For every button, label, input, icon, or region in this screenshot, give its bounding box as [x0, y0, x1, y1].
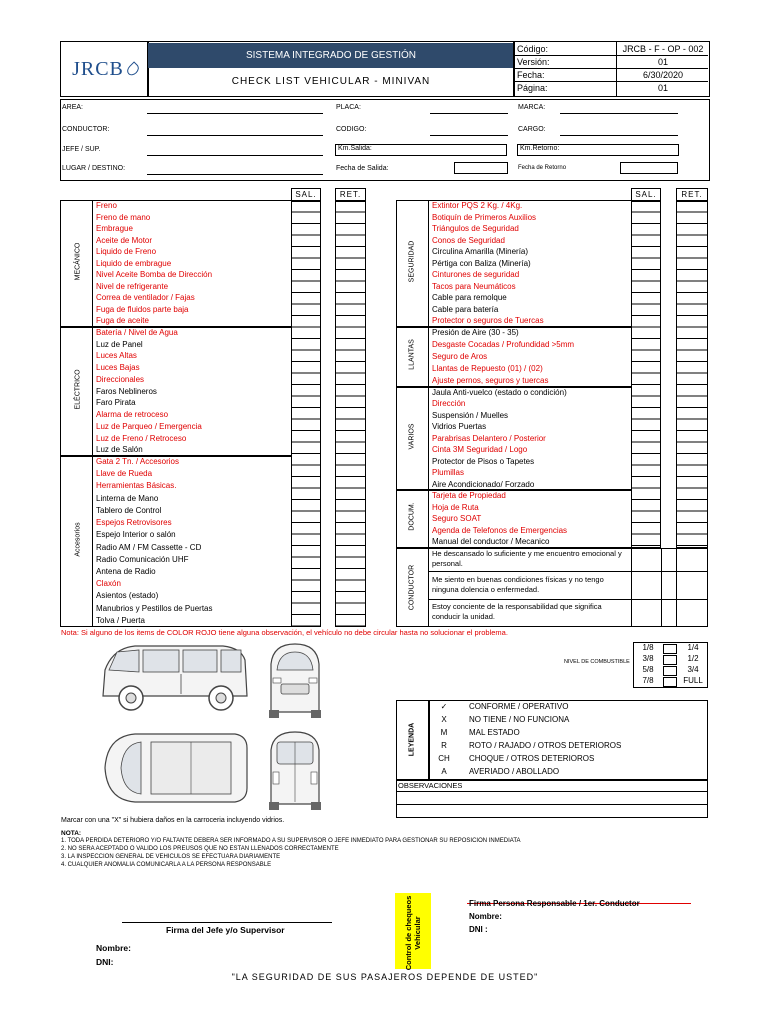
dni2-label: DNI :: [469, 925, 488, 934]
divider: [661, 548, 662, 627]
legend-description: CONFORME / OPERATIVO: [469, 702, 569, 711]
legend-description: MAL ESTADO: [469, 728, 520, 737]
checklist-item: Luz de Freno / Retroceso: [96, 433, 187, 443]
fuel-level-left: 5/8: [642, 665, 654, 674]
conductor-label: CONDUCTOR:: [62, 126, 110, 133]
van-front-view: [265, 640, 325, 720]
checklist-item: Fuga de fluidos parte baja: [96, 304, 189, 314]
placa-field[interactable]: [430, 113, 508, 114]
checklist-item: Radio Comunicación UHF: [96, 554, 189, 564]
checklist-item: Asientos (estado): [96, 591, 159, 601]
checklist-item: Luz de Salón: [96, 445, 143, 455]
checklist-item: Luces Altas: [96, 351, 137, 361]
checklist-item: Presión de Aire (30 - 35): [432, 328, 519, 337]
conductor-field[interactable]: [147, 135, 323, 136]
codigo-label: CODIGO:: [336, 126, 367, 133]
col-sal-left: SAL.: [291, 188, 321, 202]
checklist-item: Nivel Aceite Bomba de Dirección: [96, 270, 213, 280]
responsable-signature-label: Firma Persona Responsable / 1er. Conductor: [469, 899, 640, 908]
area-label: AREA:: [62, 104, 84, 111]
checklist-item: Liquido de Freno: [96, 247, 157, 257]
checklist-item: Extintor PQS 2 Kg. / 4Kg.: [432, 201, 523, 210]
checklist-item: Dirección: [432, 399, 466, 409]
checklist-item: Seguro SOAT: [432, 514, 482, 524]
checklist-item: Embrague: [96, 224, 133, 234]
label-varios: VARIOS: [408, 423, 416, 450]
km-salida-field[interactable]: [335, 144, 507, 156]
legend-code: A: [441, 767, 447, 776]
legend-code: M: [440, 728, 448, 737]
checklist-item: Liquido de embrague: [96, 258, 172, 268]
checklist-item: Llave de Rueda: [96, 469, 153, 479]
checklist-item: Antena de Radio: [96, 566, 156, 576]
checklist-item: Llantas de Repuesto (01) / (02): [432, 364, 543, 373]
fecha-salida-label: Fecha de Salida:: [336, 165, 389, 172]
label-docum: DOCUM.: [408, 502, 416, 531]
checklist-item: Gata 2 Tn. / Accesorios: [96, 457, 180, 466]
fecha-retorno-field[interactable]: [620, 162, 678, 174]
checklist-item: Freno de mano: [96, 212, 151, 222]
checklist-item: Tablero de Control: [96, 505, 162, 515]
label-seguridad: SEGURIDAD: [408, 240, 416, 283]
checklist-item: Parabrisas Delantero / Posterior: [432, 433, 546, 443]
red-items-note: Nota: Si alguno de los items de COLOR ROJO tiene alguna observación, el vehículo no debe circular hasta no solucionar el problema.: [61, 628, 508, 637]
checklist-item: Herramientas Básicas.: [96, 481, 177, 491]
supervisor-signature-line[interactable]: [122, 922, 332, 923]
checklist-item: Cable para batería: [432, 304, 499, 314]
cargo-label: CARGO:: [518, 126, 546, 133]
checklist-item: Jaula Anti-vuelco (estado o condición): [432, 388, 567, 397]
note-line-1: 1. TODA PERDIDA DETERIORO Y/O FALTANTE DEBERA SER INFORMADO A SU SUPERVISOR O JEFE INMEDIATO PARA GESTIONAR SU REPOSICION INMEDIATA: [61, 838, 521, 844]
nombre-label: Nombre:: [96, 943, 131, 953]
form-title: CHECK LIST VEHICULAR - MINIVAN: [231, 76, 431, 87]
van-side-view: [95, 640, 255, 720]
checklist-item: Claxón: [96, 579, 121, 589]
legend-description: CHOQUE / OTROS DETERIOROS: [469, 754, 595, 763]
checklist-item: Seguro de Aros: [432, 352, 488, 361]
fuel-label: NIVEL DE COMBUSTIBLE: [564, 659, 630, 665]
checklist-item: Circulina Amarilla (Minería): [432, 247, 529, 257]
checklist-item: Faro Pirata: [96, 398, 136, 408]
col-ret-left: RET.: [335, 188, 366, 202]
system-title: SISTEMA INTEGRADO DE GESTIÓN: [148, 43, 514, 68]
fuel-level-left: 7/8: [642, 676, 654, 685]
label-accesorios: Accesorios: [74, 522, 82, 557]
legend-code: CH: [438, 754, 450, 763]
fecha-retorno-label: Fecha de Retorno: [518, 165, 567, 171]
damage-note: Marcar con una "X" si hubiera daños en la carroceria incluyendo vidrios.: [61, 817, 285, 824]
fuel-checkbox[interactable]: [663, 677, 677, 687]
label-electrico: ELÉCTRICO: [74, 369, 82, 410]
km-retorno-field[interactable]: [517, 144, 679, 156]
checklist-item: Hoja de Ruta: [432, 502, 479, 512]
checklist-item: Manubrios y Pestillos de Puertas: [96, 603, 213, 613]
checklist-item: Direccionales: [96, 374, 145, 384]
marca-field[interactable]: [560, 113, 678, 114]
note-line-2: 2. NO SERA ACEPTADO O VALIDO LOS PREUSOS QUE NO ESTAN LLENADOS CORRECTAMENTE: [61, 846, 339, 852]
checklist-item: Linterna de Mano: [96, 493, 159, 503]
divider: [631, 599, 708, 600]
dni-label: DNI:: [96, 957, 114, 967]
checklist-item: Plumillas: [432, 468, 465, 478]
legend-description: NO TIENE / NO FUNCIONA: [469, 715, 570, 724]
note-line-3: 3. LA INSPECCION GENERAL DE VEHICULOS SE EFECTUARA DIARIAMENTE: [61, 854, 281, 860]
meta-pagina: Página: 01: [517, 83, 668, 93]
logo-text: JRCB: [72, 57, 124, 80]
col-sal-right: SAL.: [631, 188, 661, 202]
ret-grid-left[interactable]: [335, 200, 366, 627]
fuel-checkbox[interactable]: [663, 666, 677, 676]
control-stamp-label: Control de chequeos Vehicular: [404, 895, 422, 971]
col-ret-right: RET.: [676, 188, 708, 202]
label-llantas: LLANTAS: [408, 339, 416, 370]
checklist-item: Cinta 3M Seguridad / Logo: [432, 445, 528, 455]
cargo-field[interactable]: [560, 135, 678, 136]
fecha-salida-field[interactable]: [454, 162, 508, 174]
checklist-item: Luz de Panel: [96, 339, 143, 349]
checklist-item: Espejos Retrovisores: [96, 518, 172, 528]
divider: [631, 548, 632, 627]
note-line-4: 4. CUALQUIER ANOMALIA COMUNICARLA A LA PERSONA RESPONSABLE: [61, 862, 272, 868]
company-logo: [62, 43, 148, 95]
fuel-level-right: FULL: [683, 676, 703, 685]
checklist-item: Tolva / Puerta: [96, 615, 145, 625]
legend-code: X: [441, 715, 447, 724]
checklist-item: Agenda de Telefonos de Emergencias: [432, 525, 568, 535]
checklist-item: Radio AM / FM Cassette - CD: [96, 542, 202, 552]
notes-title: NOTA:: [61, 830, 82, 837]
fuel-level-right: 3/4: [687, 665, 699, 674]
drop-icon: [125, 61, 141, 77]
checklist-item: Cable para remolque: [432, 293, 507, 303]
sal-grid-right[interactable]: [631, 200, 661, 548]
checklist-item: Tacos para Neumáticos: [432, 281, 516, 291]
fuel-checkbox[interactable]: [663, 655, 677, 665]
divider: [396, 804, 708, 805]
checklist-item: Freno: [96, 201, 117, 210]
divider: [631, 571, 708, 572]
fuel-level-left: 1/8: [642, 643, 654, 652]
sal-grid-left[interactable]: [291, 200, 321, 627]
supervisor-signature-label: Firma del Jefe y/o Supervisor: [166, 925, 285, 935]
legend-code: R: [441, 741, 447, 750]
legend-code: ✓: [440, 702, 448, 711]
checklist-item: Manual del conductor / Mecanico: [432, 537, 550, 547]
km-salida-label: Km.Salida:: [338, 145, 372, 152]
checklist-item: Cinturones de seguridad: [432, 270, 520, 280]
checklist-item: Vidrios Puertas: [432, 422, 487, 432]
checklist-item: Luces Bajas: [96, 363, 140, 373]
checklist-item: Fuga de aceite: [96, 316, 149, 326]
checklist-item: Correa de ventilador / Fajas: [96, 293, 195, 303]
label-conductor: CONDUCTOR: [408, 564, 416, 611]
van-rear-view: [265, 728, 325, 813]
checklist-item: Protector o seguros de Tuercas: [432, 316, 544, 326]
fuel-level-right: 1/2: [687, 654, 699, 663]
checklist-item: Pértiga con Baliza (Minería): [432, 258, 531, 268]
lugar-field[interactable]: [147, 174, 323, 175]
divider: [428, 200, 429, 627]
divider: [428, 700, 430, 780]
checklist-item: Aire Acondicionado/ Forzado: [432, 479, 535, 489]
fuel-level-left: 3/8: [642, 654, 654, 663]
checklist-item: Espejo Interior o salón: [96, 530, 176, 540]
checklist-item: Faros Neblineros: [96, 386, 157, 396]
fuel-checkbox[interactable]: [663, 644, 677, 654]
legend-description: AVERIADO / ABOLLADO: [469, 767, 560, 776]
divider: [676, 548, 677, 627]
checklist-item: Nivel de refrigerante: [96, 281, 169, 291]
jefe-label: JEFE / SUP.: [62, 146, 101, 153]
checklist-item: Aceite de Motor: [96, 235, 153, 245]
van-top-view: [95, 728, 255, 808]
divider: [429, 599, 631, 600]
checklist-item: Conos de Seguridad: [432, 235, 505, 245]
marca-label: MARCA:: [518, 104, 546, 111]
area-field[interactable]: [147, 113, 323, 114]
meta-fecha: Fecha: 6/30/2020: [514, 69, 708, 82]
lugar-label: LUGAR / DESTINO:: [62, 165, 126, 172]
placa-label: PLACA:: [336, 104, 361, 111]
ret-grid-right[interactable]: [676, 200, 708, 548]
checklist-item: Triángulos de Seguridad: [432, 224, 519, 234]
checklist-item: Ajuste pernos, seguros y tuercas: [432, 376, 549, 385]
legend-label: LEYENDA: [408, 722, 416, 757]
meta-version: Versión: 01: [514, 56, 708, 69]
checklist-item: Luz de Parqueo / Emergencia: [96, 421, 202, 431]
divider: [396, 791, 708, 792]
nombre2-label: Nombre:: [469, 912, 502, 921]
checklist-item: Desgaste Cocadas / Profundidad >5mm: [432, 340, 575, 349]
divider: [429, 571, 631, 572]
observations-label: OBSERVACIONES: [398, 781, 463, 790]
checklist-item: Tarjeta de Propiedad: [432, 491, 506, 500]
label-mecanico: MECÁNICO: [74, 242, 82, 281]
fuel-level-right: 1/4: [687, 643, 699, 652]
checklist-item: Alarma de retroceso: [96, 410, 169, 420]
meta-codigo: Código: JRCB - F - OP - 002: [514, 43, 708, 56]
conductor-statement: Estoy conciente de la responsabilidad que significa conducir la unidad.: [432, 602, 602, 621]
km-retorno-label: Km.Retorno:: [520, 145, 560, 152]
footer-slogan: "LA SEGURIDAD DE SUS PASAJEROS DEPENDE DE USTED": [231, 972, 539, 982]
checklist-item: Protector de Pisos o Tapetes: [432, 456, 535, 466]
checklist-item: Botiquín de Primeros Auxilios: [432, 212, 537, 222]
jefe-field[interactable]: [147, 155, 323, 156]
conductor-statement: He descansado lo suficiente y me encuentro emocional y personal.: [432, 549, 622, 568]
conductor-statement: Me siento en buenas condiciones físicas y no tengo ninguna dolencia o enfermedad.: [432, 575, 604, 594]
divider: [92, 200, 93, 627]
codigo-field[interactable]: [430, 135, 508, 136]
checklist-item: Suspensión / Muelles: [432, 410, 509, 420]
checklist-item: Batería / Nivel de Agua: [96, 328, 178, 337]
legend-description: ROTO / RAJADO / OTROS DETERIOROS: [469, 741, 622, 750]
